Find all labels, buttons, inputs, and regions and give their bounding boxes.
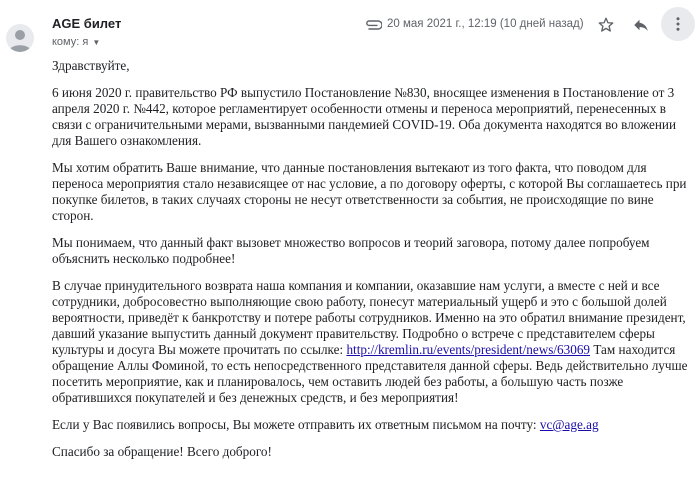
star-button[interactable] [591, 10, 621, 40]
closing: Спасибо за обращение! Всего доброго! [52, 444, 272, 459]
paragraph-explanation: Мы понимаем, что данный факт вызовет множество вопросов и теорий заговора, потому далее попробуем объяснить несколько подробнее! [52, 235, 650, 266]
more-options-button[interactable] [661, 7, 695, 41]
greeting: Здравствуйте, [52, 58, 130, 73]
message-date: 20 мая 2021 г., 12:19 (10 дней назад) [387, 18, 584, 30]
paragraph-decree: 6 июня 2020 г. правительство РФ выпустило Постановление №830, вносящее изменения в Постановление от 3 апреля 2020 г. №442, которое регламентирует особенности отмены и переноса мероприятий, перенесенных в связи с ограничительными мерами, вызванными пандемией COVID-19. Оба документа находятся во вложении для Вашего ознакомления. [52, 85, 677, 148]
message-body [52, 58, 692, 471]
recipient-label: кому: я [52, 36, 89, 48]
star-icon [597, 16, 615, 34]
person-icon [6, 24, 34, 52]
kremlin-link[interactable]: http://kremlin.ru/events/president/news/63069 [346, 342, 591, 357]
reply-button[interactable] [626, 10, 656, 40]
sender-name[interactable]: AGE билет [52, 16, 122, 31]
reply-icon [632, 16, 650, 34]
paragraph-refund-text: В случае принудительного возврата наша компания и компании, оказавшие нам услуги, а вместе с ней и все сотрудники, добросовестно выполняющие свою работу, понесут материальный ущерб и это с большой долей вероятности, приведёт к банкротству и потере работы сотрудников. Именно на это обратил внимание президент, давший указание выпустить данный документ правительству. Подробно о встрече с представителем сферы культуры и досуга Вы можете прочитать по ссылке: [52, 278, 686, 357]
attachment-icon [364, 18, 382, 36]
more-vert-icon [669, 15, 687, 33]
chevron-down-icon[interactable]: ▼ [92, 38, 101, 47]
paragraph-refund-tail: Там находится обращение Аллы Фоминой, то есть непосредственного представителя данной сферы. Ведь действительно лучше посетить мероприятие, как и планировалось, чем оставить людей без работы, а большую часть позже обратившихся покупателей и без денежных средств, и без мероприятия! [52, 342, 688, 405]
paragraph-contact [52, 417, 692, 433]
recipient-line[interactable] [52, 36, 100, 48]
email-link[interactable]: vc@age.ag [539, 417, 599, 432]
paragraph-contact-text: Если у Вас появились вопросы, Вы можете отправить их ответным письмом на почту: [52, 417, 540, 432]
paragraph-refund [52, 278, 692, 406]
sender-avatar[interactable] [6, 24, 34, 52]
paragraph-offer: Мы хотим обратить Ваше внимание, что данные постановления вытекают из того факта, что поводом для переноса мероприятия стало независящее от нас условие, а по договору оферты, с которой Вы соглашаетесь при покупке билетов, в таких случаях стороны не несут ответственности за события, не происходящие по вине сторон. [52, 160, 687, 223]
